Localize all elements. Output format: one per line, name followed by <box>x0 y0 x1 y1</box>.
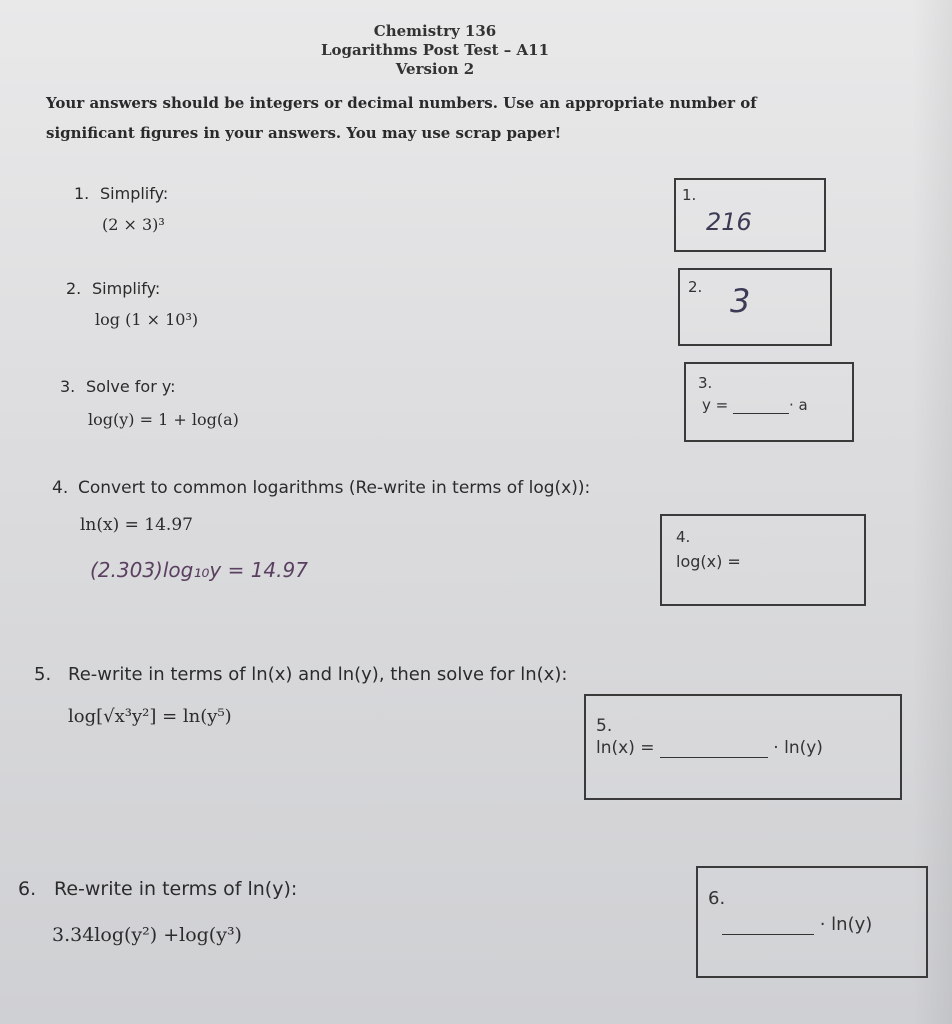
answer-box-2[interactable] <box>678 268 832 346</box>
course-title: Chemistry 136 <box>373 22 497 40</box>
test-title: Logarithms Post Test – A11 <box>320 41 550 59</box>
question-number: 2. <box>66 279 82 298</box>
handwritten-answer: 3 <box>730 282 751 320</box>
instructions-line-2: significant figures in your answers. You may use scrap paper! <box>46 124 562 142</box>
prompt-text: Simplify: <box>100 184 169 203</box>
answer-line <box>596 738 823 758</box>
question-number: 3. <box>60 377 76 396</box>
prompt-text: Re-write in terms of ln(x) and ln(y), then solve for ln(x): <box>68 664 568 685</box>
question-4-expression: ln(x) = 14.97 <box>80 515 193 535</box>
box-number: 3. <box>698 374 713 392</box>
answer-suffix: · ln(y) <box>819 914 873 935</box>
question-5-expression: log[√x³y²] = ln(y⁵) <box>68 706 232 727</box>
question-1-prompt <box>74 184 168 203</box>
box-number: 2. <box>688 278 703 296</box>
question-2-expression: log (1 × 10³) <box>95 310 199 329</box>
answer-box-5[interactable] <box>584 694 902 800</box>
question-number: 1. <box>74 184 90 203</box>
question-1-expression: (2 × 3)³ <box>102 215 165 234</box>
box-number: 1. <box>682 186 697 204</box>
handwritten-answer: 216 <box>706 208 752 236</box>
answer-suffix: · ln(y) <box>773 738 823 758</box>
answer-suffix: · a <box>788 396 808 414</box>
answer-box-1[interactable] <box>674 178 826 252</box>
question-2-prompt <box>66 279 160 298</box>
instructions-line-1: Your answers should be integers or decimal numbers. Use an appropriate number of <box>46 94 757 112</box>
question-6-expression: 3.34log(y²) +log(y³) <box>52 924 242 946</box>
answer-prefix: log(x) = <box>676 552 741 571</box>
box-number: 4. <box>676 528 691 546</box>
answer-prefix: y = <box>702 396 733 414</box>
question-number: 6. <box>18 878 37 900</box>
answer-box-3[interactable] <box>684 362 854 442</box>
question-3-expression: log(y) = 1 + log(a) <box>88 410 239 429</box>
question-6-prompt <box>18 878 297 900</box>
answer-blank[interactable] <box>733 413 789 414</box>
answer-blank[interactable] <box>660 757 768 758</box>
answer-blank[interactable] <box>722 934 814 935</box>
prompt-text: Re-write in terms of ln(y): <box>54 878 298 900</box>
answer-line <box>722 914 872 935</box>
box-number: 5. <box>596 716 613 736</box>
box-number: 6. <box>708 888 726 909</box>
version-label: Version 2 <box>395 60 475 78</box>
answer-prefix: ln(x) = <box>596 738 655 758</box>
question-4-prompt <box>52 478 590 498</box>
answer-box-6[interactable] <box>696 866 928 978</box>
prompt-text: Convert to common logarithms (Re-write in terms of log(x)): <box>78 478 591 498</box>
question-number: 5. <box>34 664 52 685</box>
answer-line <box>702 396 808 414</box>
handwritten-work: (2.303)log₁₀y = 14.97 <box>90 558 308 582</box>
prompt-text: Solve for y: <box>86 377 176 396</box>
question-3-prompt <box>60 377 176 396</box>
question-number: 4. <box>52 478 69 498</box>
answer-box-4[interactable] <box>660 514 866 606</box>
prompt-text: Simplify: <box>92 279 161 298</box>
question-5-prompt <box>34 664 567 685</box>
